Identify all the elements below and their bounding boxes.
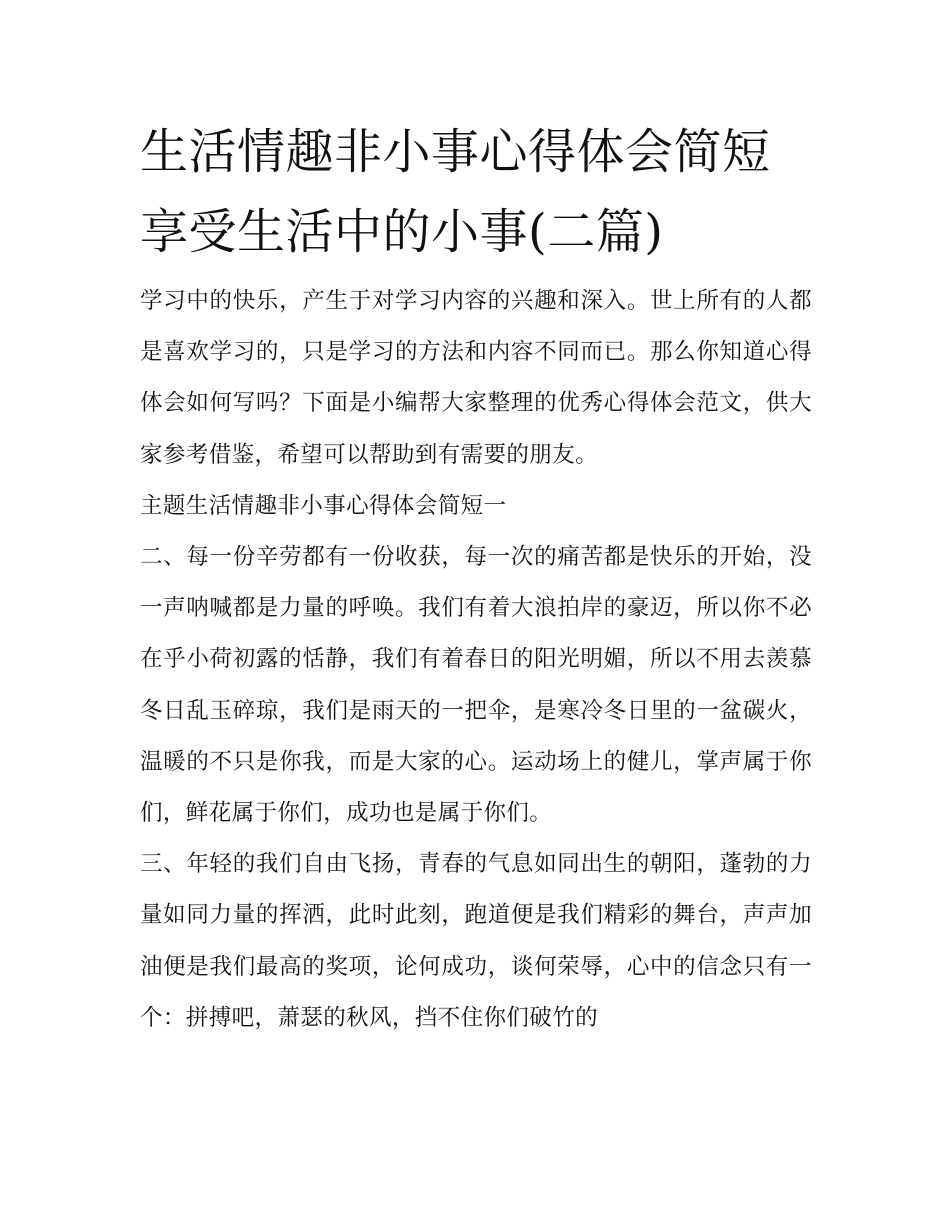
- document-title: 生活情趣非小事心得体会简短 享受生活中的小事(二篇): [140, 124, 771, 260]
- paragraph-three: 三、年轻的我们自由飞扬，青春的气息如同出生的朝阳，蓬勃的力量如同力量的挥洒，此时此刻，跑道便是我们精彩的舞台，声声加油便是我们最高的奖项，论何成功，谈何荣辱，心中的信念只有一个：拼搏吧，萧瑟的秋风，挡不住你们破竹的: [140, 851, 812, 1031]
- document-body: [140, 276, 812, 1044]
- paragraph-two: 二、每一份辛劳都有一份收获，每一次的痛苦都是快乐的开始，没一声呐喊都是力量的呼唤。我们有着大浪拍岸的豪迈，所以你不必在乎小荷初露的恬静，我们有着春日的阳光明媚，所以不用去羡慕冬日乱玉碎琼，我们是雨天的一把伞，是寒冷冬日里的一盆碳火，温暖的不只是你我，而是大家的心。运动场上的健儿，掌声属于你们，鲜花属于你们，成功也是属于你们。: [140, 544, 812, 827]
- intro-paragraph: 学习中的快乐，产生于对学习内容的兴趣和深入。世上所有的人都是喜欢学习的，只是学习的方法和内容不同而已。那么你知道心得体会如何写吗？下面是小编帮大家整理的优秀心得体会范文，供大家参考借鉴，希望可以帮助到有需要的朋友。: [140, 288, 812, 468]
- section-heading: 主题生活情趣非小事心得体会简短一: [140, 492, 507, 519]
